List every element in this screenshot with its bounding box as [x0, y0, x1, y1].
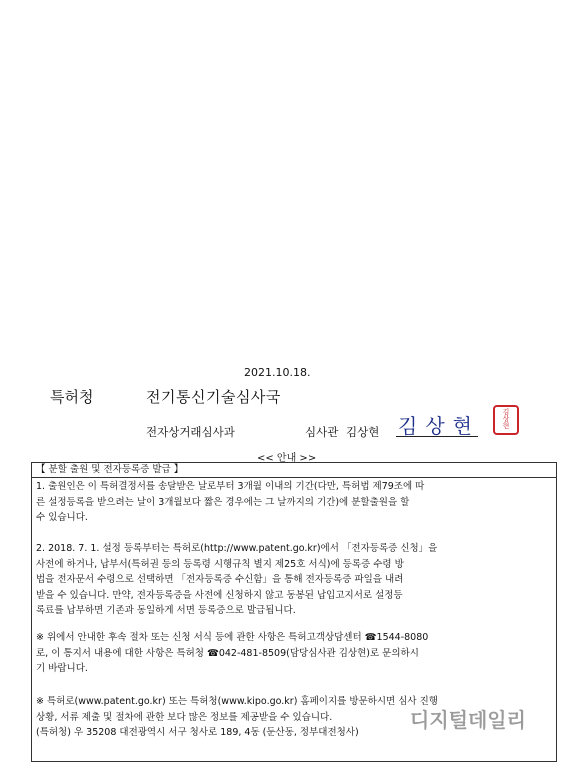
paragraph-line: 사전에 하거나, 납부서(특허권 등의 등록령 시행규칙 별지 제25호 서식)에 등록증 수령 방: [36, 558, 404, 570]
paragraph-line: 1. 출원인은 이 특허결정서를 송달받은 날로부터 3개월 이내의 기간(다만, 특허법 제79조에 따: [36, 481, 425, 492]
watermark: 디지털데일리: [410, 708, 526, 732]
paragraph-line: (특허청) 우 35208 대전광역시 서구 청사로 189, 4동 (둔산동, 정부대전청사): [36, 727, 359, 738]
paragraph-line: ※ 위에서 안내한 후속 절차 또는 신청 서식 등에 관한 사항은 특허고객상담센터 ☎1544-8080: [36, 632, 429, 643]
paragraph-website-info: [36, 694, 438, 741]
paragraph-line: 받을 수 있습니다. 만약, 전자등록증을 사전에 신청하지 않고 동봉된 납입고지서로 설정등: [36, 589, 403, 601]
examiner-label: 심사관: [305, 425, 339, 439]
notice-box-header-text: 【 분할 출원 및 전자등록증 발급 】: [36, 464, 184, 475]
paragraph-line: 상황, 서류 제출 및 절차에 관한 보다 많은 정보를 제공받을 수 있습니다.: [36, 711, 333, 723]
official-seal: [493, 405, 519, 435]
paragraph-line: 수 있습니다.: [36, 512, 88, 523]
bureau-name: 전기통신기술심사국: [146, 388, 281, 406]
agency-name: 특허청: [50, 388, 94, 406]
paragraph-electronic-certificate: [36, 541, 437, 619]
issue-date: 2021.10.18.: [244, 366, 311, 379]
paragraph-line: 른 설정등록을 받으려는 날이 3개월보다 짧은 경우에는 그 날까지의 기간)에 분할출원을 할: [36, 496, 410, 508]
paragraph-line: 법을 전자문서 수령으로 선택하면 「전자등록증 수신함」을 통해 전자등록증 파일을 내려: [36, 574, 404, 585]
paragraph-line: 로, 이 통지서 내용에 대한 사항은 특허청 ☎042-481-8509(담당심사관 김상현)로 문의하시: [36, 647, 419, 659]
signature-line: [396, 436, 478, 437]
paragraph-line: 록료를 납부하면 기존과 동일하게 서면 등록증으로 발급됩니다.: [36, 605, 296, 616]
notice-title: << 안내 >>: [257, 453, 317, 464]
division-name: 전자상거래심사과: [146, 425, 235, 439]
paragraph-divisional-application: [36, 479, 424, 526]
examiner-name: 김상현: [346, 425, 380, 439]
notice-box-header: [32, 463, 556, 478]
paragraph-line: ※ 특허로(www.patent.go.kr) 또는 특허청(www.kipo.go.kr) 홈페이지를 방문하시면 심사 진행: [36, 696, 438, 707]
paragraph-line: 기 바랍니다.: [36, 663, 88, 674]
paragraph-contact-info: [36, 630, 428, 677]
handwritten-signature: 김상현: [398, 414, 480, 438]
seal-text: 김상현: [502, 408, 510, 429]
paragraph-line: 2. 2018. 7. 1. 설정 등록부터는 특허로(http://www.patent.go.kr)에서 「전자등록증 신청」을: [36, 543, 438, 554]
